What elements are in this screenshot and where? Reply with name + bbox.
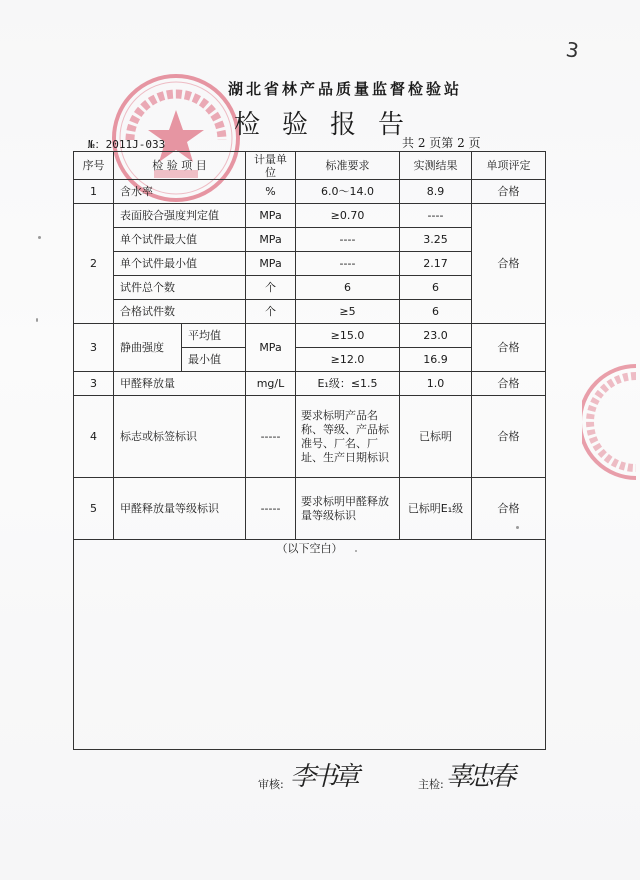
row-result: 已标明: [400, 396, 472, 478]
table-row: [74, 324, 546, 348]
row-unit: 个: [246, 276, 296, 300]
row-requirement: 要求标明甲醛释放量等级标识: [296, 478, 400, 540]
row-result: 23.0: [400, 324, 472, 348]
table-header-row: [74, 152, 546, 180]
row-unit: MPa: [246, 252, 296, 276]
header-requirement: 标准要求: [296, 152, 400, 180]
header-verdict: 单项评定: [472, 152, 546, 180]
row-seq: 1: [74, 180, 114, 204]
header-seq: 序号: [74, 152, 114, 180]
row-requirement: 6.0～14.0: [296, 180, 400, 204]
row-item: 含水率: [114, 180, 246, 204]
scan-speck: [516, 526, 519, 529]
table-row: [74, 180, 546, 204]
blank-row: [74, 540, 546, 750]
row-requirement: ≥12.0: [296, 348, 400, 372]
scan-speck: [355, 550, 357, 552]
row-result: ----: [400, 204, 472, 228]
group3-verdict: 合格: [472, 324, 546, 372]
row-requirement: ≥15.0: [296, 324, 400, 348]
row-verdict: 合格: [472, 372, 546, 396]
group3-seq: 3: [74, 324, 114, 372]
row-item: 合格试件数: [114, 300, 246, 324]
blank-below-note: （以下空白）: [74, 540, 546, 750]
row-unit: %: [246, 180, 296, 204]
group2-verdict: 合格: [472, 204, 546, 324]
right-edge-seal-stamp: [582, 362, 636, 482]
row-item: 标志或标签标识: [114, 396, 246, 478]
report-number: №：2011J-033: [88, 138, 166, 151]
row-result: 2.17: [400, 252, 472, 276]
row-item: 甲醛释放量等级标识: [114, 478, 246, 540]
row-seq: 4: [74, 396, 114, 478]
row-result: 16.9: [400, 348, 472, 372]
row-seq: 5: [74, 478, 114, 540]
row-result: 8.9: [400, 180, 472, 204]
row-result: 6: [400, 300, 472, 324]
page-corner-mark: 3: [564, 37, 581, 63]
row-item: 试件总个数: [114, 276, 246, 300]
row-requirement: ≥5: [296, 300, 400, 324]
reviewer-label: 审核:: [258, 778, 284, 791]
row-result: 已标明E₁级: [400, 478, 472, 540]
row-unit: MPa: [246, 228, 296, 252]
row-seq: 3: [74, 372, 114, 396]
reviewer-signature: 李书章: [290, 762, 357, 792]
row-requirement: ----: [296, 252, 400, 276]
row-result: 6: [400, 276, 472, 300]
organization-name: 湖北省林产品质量监督检验站: [227, 80, 462, 98]
table-row: [74, 204, 546, 228]
row-verdict: 合格: [472, 478, 546, 540]
row-unit: 个: [246, 300, 296, 324]
table-row: [74, 478, 546, 540]
row-requirement: E₁级：≤1.5: [296, 372, 400, 396]
row-subitem: 平均值: [182, 324, 246, 348]
row-verdict: 合格: [472, 396, 546, 478]
row-subitem: 最小值: [182, 348, 246, 372]
header-result: 实测结果: [400, 152, 472, 180]
header-item: 检 验 项 目: [114, 152, 246, 180]
row-result: 3.25: [400, 228, 472, 252]
group2-seq: 2: [74, 204, 114, 324]
table-row: [74, 372, 546, 396]
report-title: 检验报告: [233, 110, 426, 140]
row-item: 甲醛释放量: [114, 372, 246, 396]
scan-speck: [36, 318, 38, 322]
row-requirement: ----: [296, 228, 400, 252]
row-item: 单个试件最小值: [114, 252, 246, 276]
scan-speck: [38, 236, 41, 239]
row-requirement: 要求标明产品名称、等级、产品标准号、厂名、厂址、生产日期标识: [296, 396, 400, 478]
row-item: 单个试件最大值: [114, 228, 246, 252]
row-item: 表面胶合强度判定值: [114, 204, 246, 228]
row-verdict: 合格: [472, 180, 546, 204]
row-result: 1.0: [400, 372, 472, 396]
inspection-table: [73, 151, 546, 750]
group3-item: 静曲强度: [114, 324, 182, 372]
row-unit: MPa: [246, 204, 296, 228]
row-unit: -----: [246, 396, 296, 478]
table-row: [74, 396, 546, 478]
chief-inspector-signature: 辜忠春: [446, 762, 513, 792]
row-unit: mg/L: [246, 372, 296, 396]
group3-unit: MPa: [246, 324, 296, 372]
row-unit: -----: [246, 478, 296, 540]
row-requirement: 6: [296, 276, 400, 300]
header-unit: 计量单位: [246, 152, 296, 180]
page-count: 共 2 页第 2 页: [402, 136, 481, 150]
row-requirement: ≥0.70: [296, 204, 400, 228]
chief-inspector-label: 主检:: [418, 778, 444, 791]
